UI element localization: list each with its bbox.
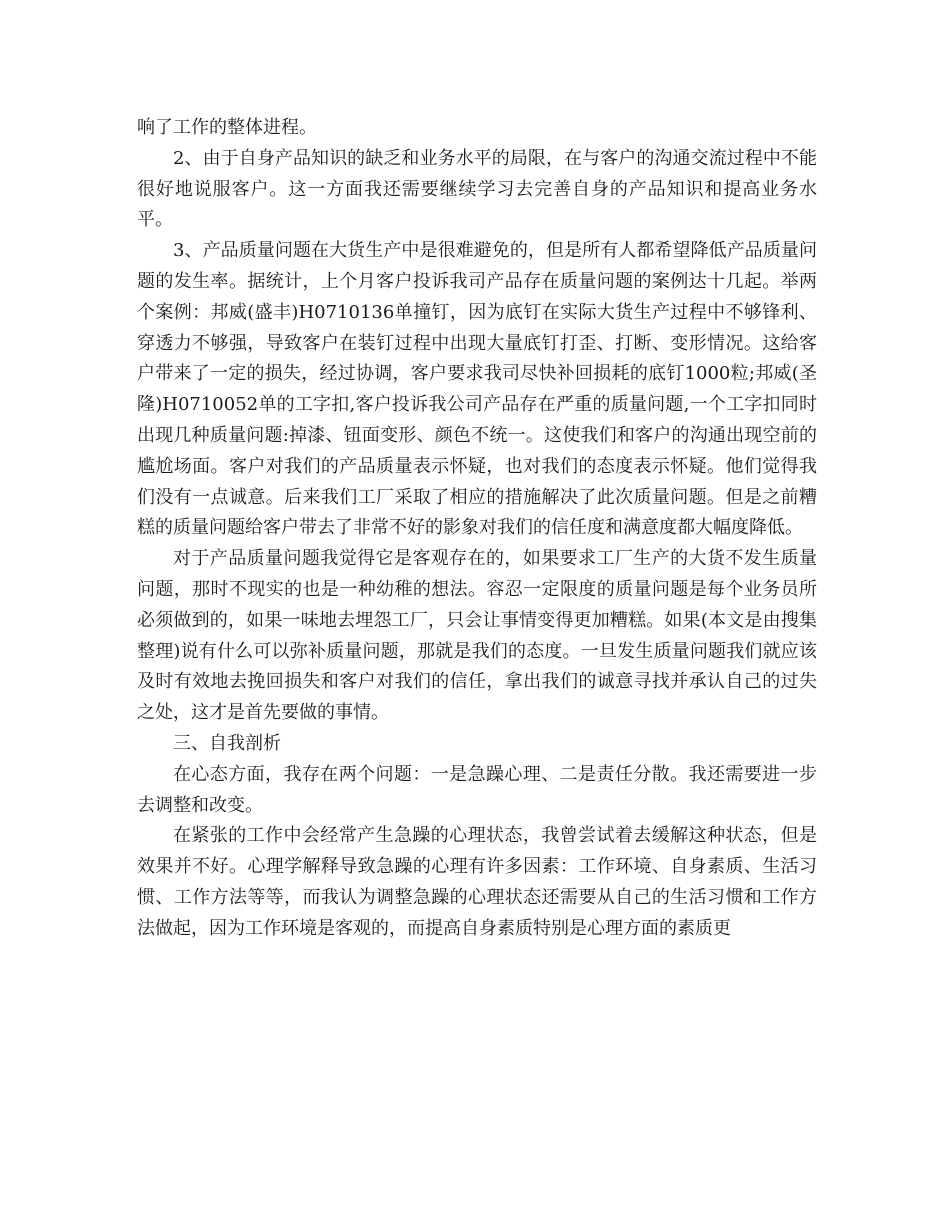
paragraph-point-3: 3、产品质量问题在大货生产中是很难避免的，但是所有人都希望降低产品质量问题的发生率。据统计，上个月客户投诉我司产品存在质量问题的案例达十几起。举两个案例：邦威(盛丰)H0710136单撞钉，因为底钉在实际大货生产过程中不够锋利、穿透力不够强，导致客户在装钉过程中出现大量底钉打歪、打断、变形情况。这给客户带来了一定的损失，经过协调，客户要求我司尽快补回损耗的底钉1000粒;邦威(圣隆)H0710052单的工字扣,客户投诉我公司产品存在严重的质量问题,一个工字扣同时出现几种质量问题:掉漆、钮面变形、颜色不统一。这使我们和客户的沟通出现空前的尴尬场面。客户对我们的产品质量表示怀疑，也对我们的态度表示怀疑。他们觉得我们没有一点诚意。后来我们工厂采取了相应的措施解决了此次质量问题。但是之前糟糕的质量问题给客户带去了非常不好的影象对我们的信任度和满意度都大幅度降低。 (137, 240, 817, 539)
paragraph-point-2: 2、由于自身产品知识的缺乏和业务水平的局限，在与客户的沟通交流过程中不能很好地说服客户。这一方面我还需要继续学习去完善自身的产品知识和提高业务水平。 (137, 147, 817, 231)
section-heading-self-analysis: 三、自我剖析 (173, 732, 281, 754)
paragraph-quality-view: 对于产品质量问题我觉得它是客观存在的，如果要求工厂生产的大货不发生质量问题，那时不现实的也是一种幼稚的想法。容忍一定限度的质量问题是每个业务员所必须做到的，如果一味地去埋怨工厂，只会让事情变得更加糟糕。如果(本文是由搜集整理)说有什么可以弥补质量问题，那就是我们的态度。一旦发生质量问题我们就应该及时有效地去挽回损失和客户对我们的信任，拿出我们的诚意寻找并承认自己的过失之处，这才是首先要做的事情。 (137, 548, 817, 724)
paragraph-continued: 响了工作的整体进程。 (137, 117, 317, 138)
paragraph-mindset: 在心态方面，我存在两个问题：一是急躁心理、二是责任分散。我还需要进一步去调整和改变。 (137, 763, 817, 816)
paragraph-anxiety: 在紧张的工作中会经常产生急躁的心理状态，我曾尝试着去缓解这种状态，但是效果并不好。心理学解释导致急躁的心理有许多因素：工作环境、自身素质、生活习惯、工作方法等等，而我认为调整急躁的心理状态还需要从自己的生活习惯和工作方法做起，因为工作环境是客观的，而提高自身素质特别是心理方面的素质更 (137, 825, 817, 939)
document-body (137, 113, 817, 945)
